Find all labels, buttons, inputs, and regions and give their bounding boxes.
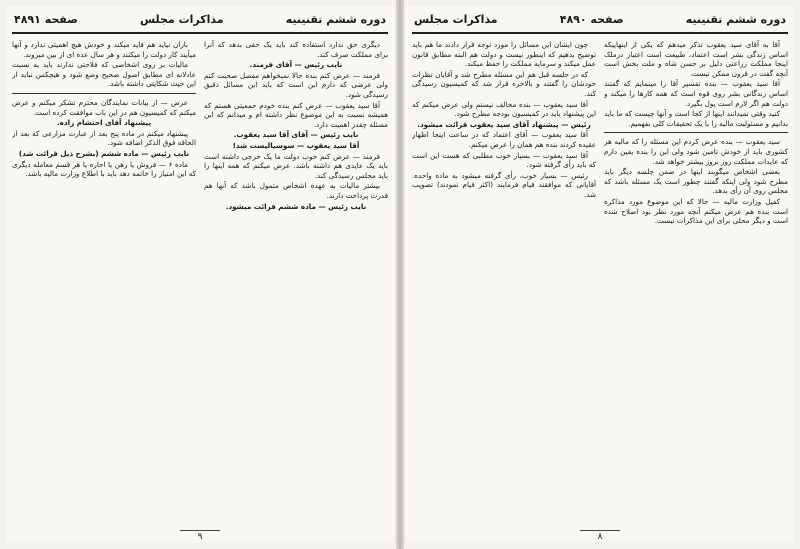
header-title: مذاکرات مجلس bbox=[139, 12, 224, 26]
paragraph: فرمند — عرض کنم خوب دولت ما یک خرجی داشته است باید یک عایدی هم داشته باشد. عرض میکنم که همه اینها را باید مجلس رسیدگی کند. bbox=[204, 151, 388, 180]
header-page-number: صفحه ۴۸۹۱ bbox=[14, 12, 78, 26]
article-text: ماده ۶ — فروش یا رهن یا اجاره یا هر قسم معامله دیگری که این امتیاز را خاتمه دهد باید با اطلاع وزارت مالیه باشد. bbox=[12, 159, 196, 179]
speaker-heading: آقا سید یعقوب — سوسیالیست شد! bbox=[232, 140, 360, 150]
paragraph: عرض — از بیانات نمایندگان محترم تشکر میکنم و عرض میکنم که کمیسیون هم در این باب موافقت کرده است. bbox=[12, 97, 196, 117]
text-column-left bbox=[12, 40, 196, 538]
paragraph: بعضی اشخاص میگویند اینها در ضمن جلسه دیگر باید مطرح شود ولی اینکه گفتند چطور است یک مسئله باشد که مجلس روی آن رأی بدهد. bbox=[604, 167, 788, 196]
paragraph: بیشتر مالیات به عهده اشخاص متمول باشد که آنها هم قدرت پرداخت دارند. bbox=[204, 181, 388, 200]
header-session: دوره ششم تقنینیه bbox=[685, 12, 786, 26]
paragraph: کنید وقتی نمیدانند اینها از کجا است و آنها چیست که ما باید بدانیم و مسئولیت مالیه را با یک تحقیقات کلی بفهمیم. bbox=[604, 109, 788, 128]
speaker-heading: نایب رئیس — آقای فرمند. bbox=[249, 60, 343, 70]
page-footer bbox=[406, 529, 794, 543]
paragraph: مالیات بر روی اشخاصی که فلاحتی ندارند باید به نسبت عادلانه ای مطابق اصول صحیح وضع شود و هیچکس نباید از این حیث شکایتی داشته باشد. bbox=[12, 60, 196, 89]
paragraph: آقا سید یعقوب — عرض کنم بنده خودم جمعیتی هستم که همیشه نسبت به این موضوع نظر داشته ام و میدانم که این مسئله چقدر اهمیت دارد. bbox=[204, 100, 388, 129]
paragraph: فرمند — عرض کنم بنده حالا نمیخواهم مفصل صحبت کنم ولی عرضی که دارم این است که باید این مسائل دقیق رسیدگی شود. bbox=[204, 70, 388, 99]
paragraph: آقا سید یعقوب — بنده تفسیر آقا را مینمایم که گفتند اساس زندگانی بشر روی قوه است که همه کارها را میکند و دولت هم اگر لازم است پول بگیرد. bbox=[604, 79, 788, 108]
footer-page-number: ۸ bbox=[580, 530, 620, 542]
speaker-heading: رئیس — پیشنهاد آقای سید یعقوب قرائت میشود. bbox=[417, 119, 591, 129]
paragraph: آقا به آقای سید یعقوب تذکر میدهم که یکی از اینهاییکه اساس زندگی بشر است اعتماد، طبیعت است اعتبار درملک اینجا مملکت زراعتی دلیل بر حسن شاه و ملت بخش است آنچه گفت در قرون ممکن نیست. bbox=[604, 40, 788, 78]
page-4890 bbox=[406, 6, 794, 543]
page-header bbox=[12, 6, 388, 34]
speaker-heading: نایب رئیس — ماده ششم قرائت میشود. bbox=[225, 201, 367, 211]
divider bbox=[604, 132, 788, 133]
text-column-right bbox=[204, 40, 388, 538]
header-session: دوره ششم تقنینیه bbox=[285, 12, 386, 26]
paragraph: دیگری حق ندارد استفاده کند باید یک حقی بدهد که آنرا برای مملکت صرف کند. bbox=[204, 40, 388, 59]
page-header bbox=[412, 6, 788, 34]
header-title: مذاکرات مجلس bbox=[414, 12, 498, 26]
paragraph: چون ایشان این مسائل را مورد توجه قرار دادند ما هم باید توضیح بدهیم که اینطور نیست و دولت هم البته مطابق قانون عمل میکند و سرمایه مملکت را حفظ میکند. bbox=[412, 40, 596, 69]
book-gutter bbox=[396, 0, 404, 549]
paragraph: آقا سید یعقوب — بسیار خوب مطلبی که هست این است که باید رأی گرفته شود. bbox=[412, 150, 596, 170]
paragraph: کفیل وزارت مالیه — حالا که این موضوع مورد مذاکره است بنده هم عرض میکنم آنچه مورد نظر بود اصلاح شده است و دیگر محلی برای این مذاکرات نیست. bbox=[604, 196, 788, 226]
speaker-heading: نایب رئیس — آقای آقا سید یعقوب. bbox=[233, 130, 359, 140]
divider bbox=[12, 93, 196, 94]
speaker-heading: نایب رئیس — ماده ششم (بشرح ذیل قرائت شد) bbox=[18, 148, 190, 158]
paragraph: که در جلسه قبل هم این مسئله مطرح شد و آقایان نظرات خودشان را گفتند و بالاخره قرار شد که کمیسیون رسیدگی کند. bbox=[412, 69, 596, 98]
proposal-heading: پیشنهاد آقای احتشام زاده. bbox=[56, 118, 152, 128]
text-column-left bbox=[412, 40, 596, 538]
paragraph: آقا سید یعقوب — بنده مخالف نیستم ولی عرض میکنم که این پیشنهاد باید در کمیسیون بودجه مطرح شود. bbox=[412, 99, 596, 119]
paragraph: سید یعقوب — بنده عرض کردم این مسئله را که مالیه هر کشوری باید از خودش تامین شود ولی این را بنده یقین دارم که عایدات مملکت روز بروز بیشتر خواهد شد. bbox=[604, 137, 788, 166]
page-4891 bbox=[6, 6, 394, 543]
page-footer bbox=[6, 529, 394, 543]
paragraph: آقا سید یعقوب — آقای اعتماد که در ساعت اینجا اظهار عقیده کردند بنده هم همان را عرض میکنم. bbox=[412, 130, 596, 149]
text-columns bbox=[12, 40, 388, 538]
paragraph: پیشنهاد میکنم در ماده پنج بعد از عبارت مزارعی که بعد از الحاقه فوق الذکر اضافه شود. bbox=[12, 128, 196, 148]
header-page-number: صفحه ۴۸۹۰ bbox=[559, 12, 624, 26]
footer-page-number: ۹ bbox=[180, 530, 220, 542]
text-column-right bbox=[604, 40, 788, 538]
paragraph: باران نیاید هم فاید میکند و خودش هیچ اهمیتی ندارد و آنها میآیند کار دولت را میکنند و هر سال عده ای از بین میروند. bbox=[12, 40, 196, 59]
paragraph: رئیس — بسیار خوب، رأی گرفته میشود به ماده واحده. آقایانی که موافقند قیام فرمایند (اکثر قیام نمودند) تصویب شد. bbox=[412, 170, 596, 199]
text-columns bbox=[412, 40, 788, 538]
